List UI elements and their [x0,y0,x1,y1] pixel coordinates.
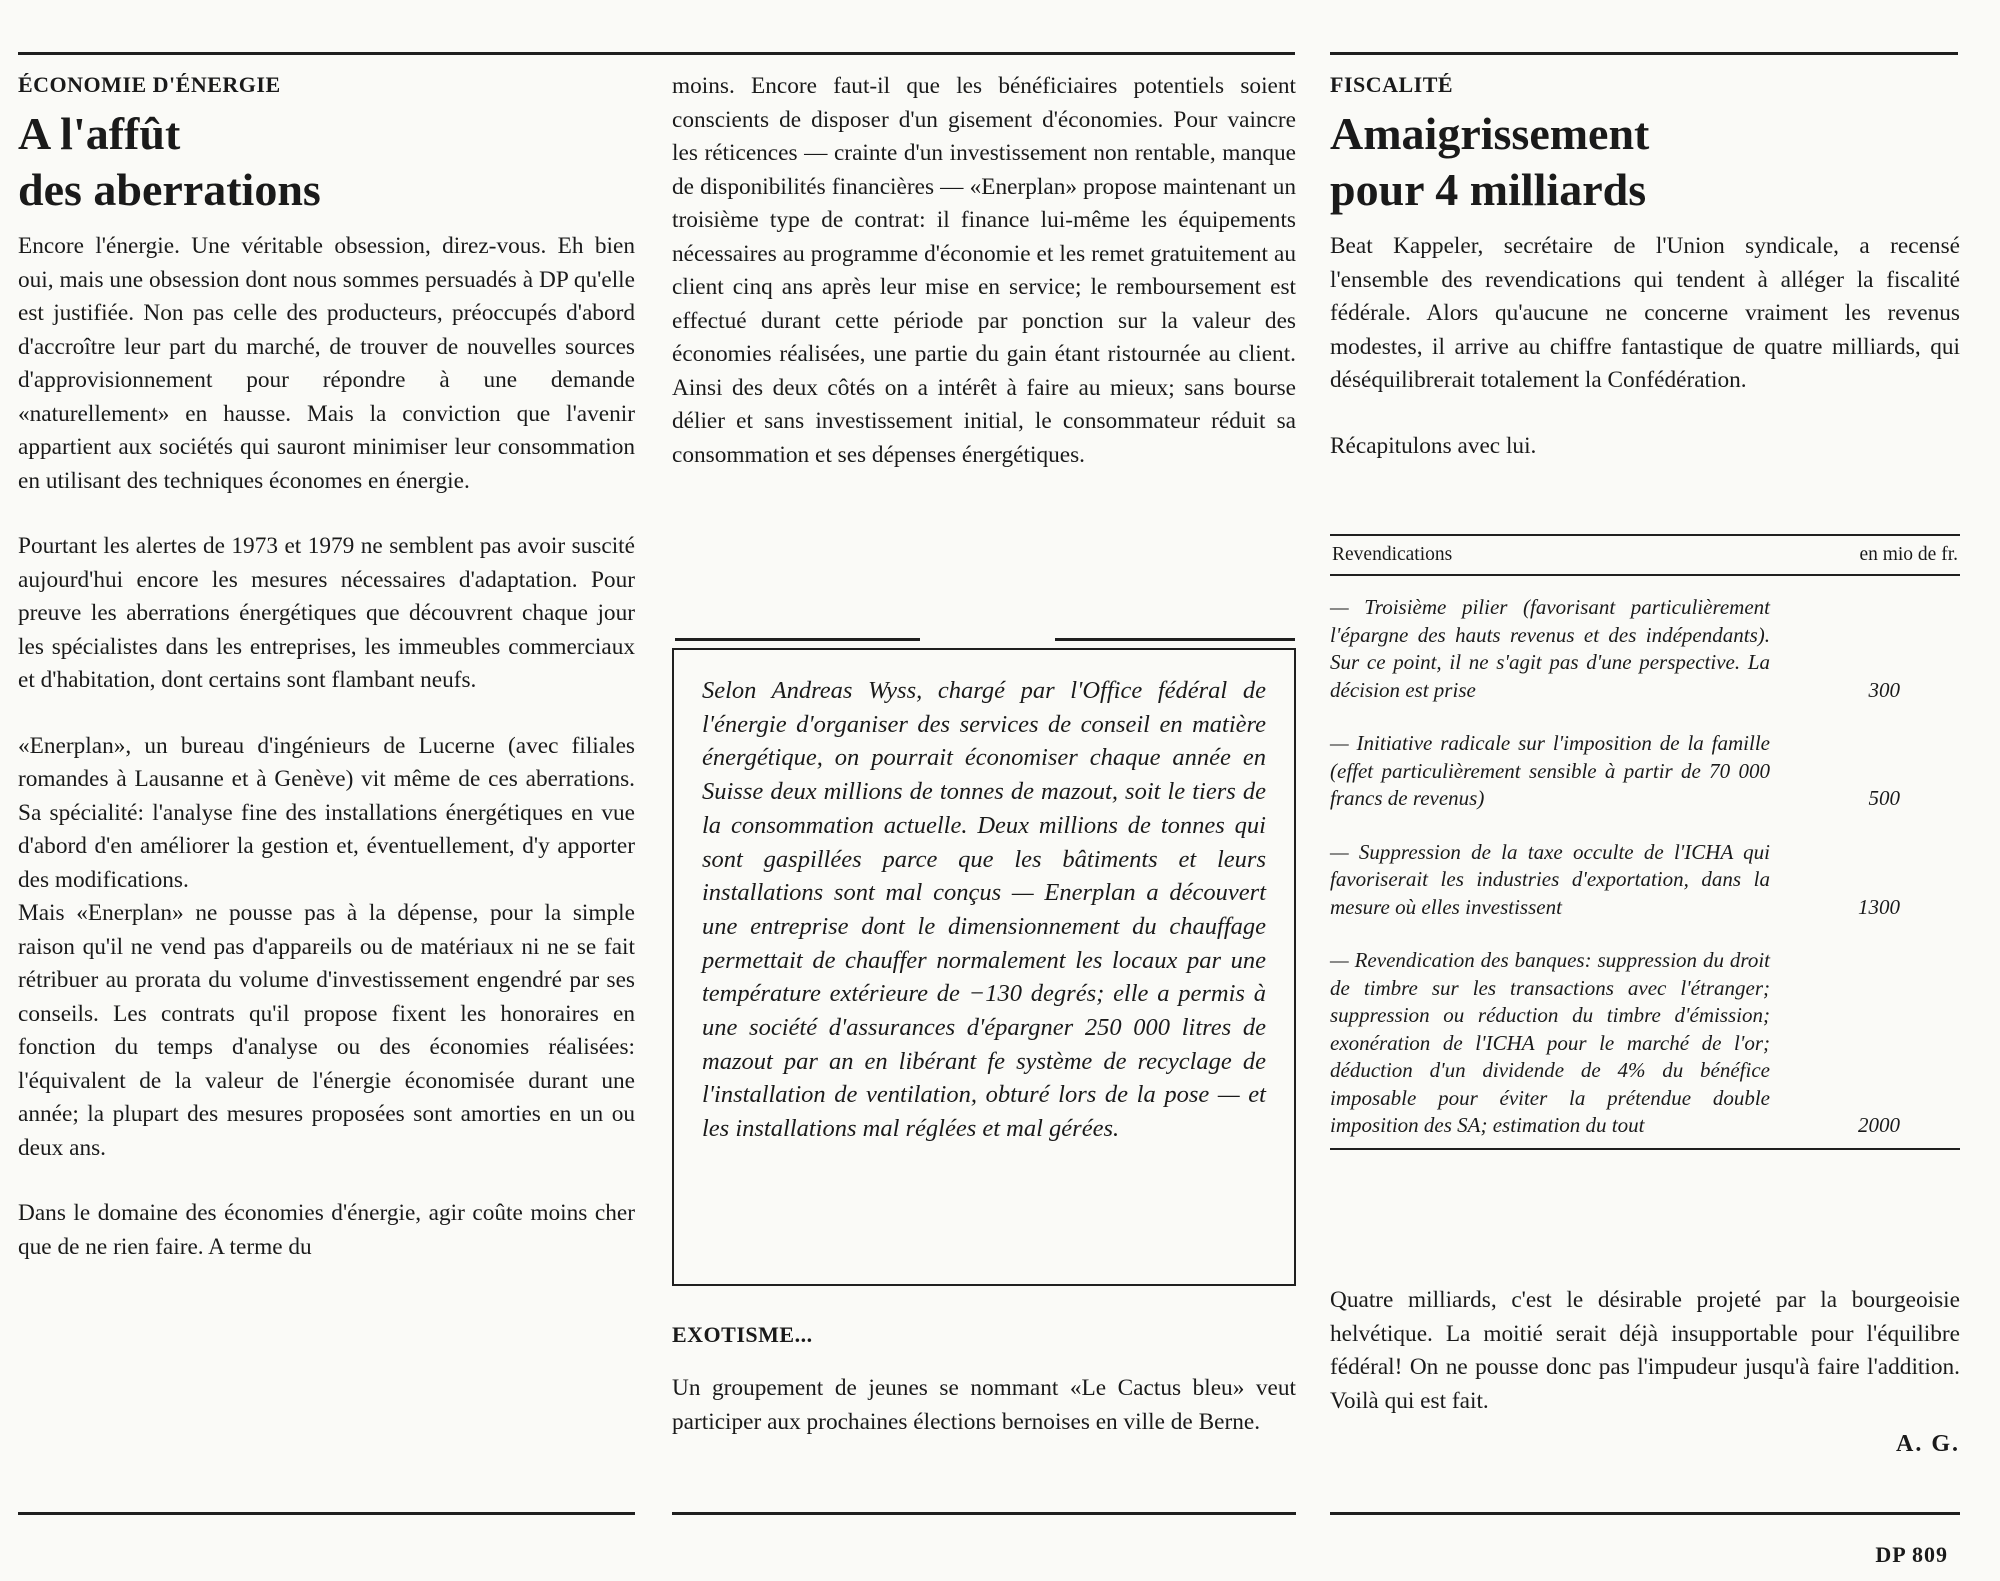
author-signature: A. G. [1896,1431,1960,1457]
title-line-2: pour 4 milliards [1330,164,1647,215]
paragraph: moins. Encore faut-il que les bénéficiaires potentiels soient conscients de disposer d'un gisement d'économies. Pour vaincre les réticences — crainte d'un investissement non rentable, manque de disponibilités financières — «Enerplan» propose maintenant un troisième type de contrat: il finance lui-même les équipements nécessaires au programme d'économie et les remet gratuitement au client cinq ans après leur mise en service; le remboursement est effectué durant cette période par ponction sur la valeur des économies réalisées, une partie du gain étant ristournée au client. Ainsi des deux côtés on a intérêt à faire au mieux; sans bourse délier et sans investissement initial, le consommateur réduit sa consommation et ses dépenses énergétiques. [672,73,1296,468]
exotisme-section [672,1320,1296,1439]
claim-amount: 1300 [1858,894,1900,919]
table-row [1330,594,1960,704]
column-3 [1330,70,1960,463]
top-rule-right [1330,52,1958,55]
bottom-rule-col2 [672,1512,1296,1515]
sidebar-text: Selon Andreas Wyss, chargé par l'Office fédéral de l'énergie d'organiser des services de conseil en matière énergétique, on pourrait économiser chaque année en Suisse deux millions de tonnes de mazout, soit le tiers de la consommation actuelle. Deux millions de tonnes qui sont gaspillées parce que les bâtiments et leurs installations sont mal conçus — Enerplan a découvert une entreprise dont le dimensionnement du chauffage permettait de chauffer normalement les locaux par une température extérieure de −130 degrés; elle a permis à une société d'assurances d'épargner 250 000 litres de mazout par an en libérant fe système de recyclage de l'installation de ventilation, obturé lors de la pose — et les installations mal réglées et mal gérées. [702,677,1266,1143]
claim-text: — Suppression de la taxe occulte de l'ICHA qui favoriserait les industries d'exportation, dans la mesure où elles investissent [1330,839,1770,919]
section-kicker: FISCALITÉ [1330,72,1454,97]
claim-text: — Revendication des banques: suppression du droit de timbre sur les transactions avec l'étranger; suppression ou réduction du timbre d'émission; exonération de l'ICHA pour le marché de l'or; déduction d'un dividende de 4% du bénéfice imposable pour éviter la prétendue double imposition des SA; estimation du tout [1330,948,1770,1137]
column-2 [672,70,1296,472]
column-header-claims: Revendications [1332,544,1453,565]
paragraph: Encore l'énergie. Une véritable obsession, direz-vous. Eh bien oui, mais une obsession dont nous sommes persuadés à DP qu'elle est justifiée. Non pas celle des producteurs, préoccupés d'abord d'accroître leur part du marché, de trouver de nouvelles sources d'approvisionnement pour répondre à une demande «naturellement» en hausse. Mais la conviction que l'avenir appartient aux sociétés qui sauront minimiser leur consommation en utilisant des techniques économes en énergie. [18,233,635,494]
claim-text: — Initiative radicale sur l'imposition de la famille (effet particulièrement sensible à partir de 70 000 francs de revenus) [1330,731,1770,810]
paragraph: Pourtant les alertes de 1973 et 1979 ne semblent pas avoir suscité aujourd'hui encore les mesures nécessaires d'adaptation. Pour preuve les aberrations énergétiques que découvrent chaque jour les spécialistes dans les entreprises, les immeubles commerciaux et d'habitation, dont certains sont flambant neufs. [18,533,635,693]
title-line-1: A l'affût [18,108,181,159]
table-row [1330,730,1960,813]
paragraph: Mais «Enerplan» ne pousse pas à la dépense, pour la simple raison qu'il ne vend pas d'appareils ou de matériaux ni ne se fait rétribuer au prorata du volume d'investissement engendré par ses conseils. Les contrats qu'il propose fixent les honoraires en fonction du temps d'analyse ou des économies réalisées: l'équivalent de la valeur de l'énergie économisée durant une année; la plupart des mesures proposées sont amorties en un ou deux ans. [18,900,635,1161]
claim-amount: 2000 [1858,1113,1900,1137]
column-3-conclusion [1330,1284,1960,1462]
table-row [1330,839,1960,922]
paragraph: Dans le domaine des économies d'énergie, agir coûte moins cher que de ne rien faire. A terme du [18,1200,635,1260]
bottom-rule-col3 [1330,1512,1960,1515]
bottom-rule-col1 [18,1512,635,1515]
claim-amount: 300 [1868,677,1900,702]
section-kicker: ÉCONOMIE D'ÉNERGIE [18,72,281,97]
column-header-amount: en mio de fr. [1859,544,1958,565]
paragraph: «Enerplan», un bureau d'ingénieurs de Lucerne (avec filiales romandes à Lausanne et à Genève) vit même de ces aberrations. Sa spécialité: l'analyse fine des installations énergétiques en vue d'abord d'en améliorer la gestion et, éventuellement, d'y apporter des modifications. [18,732,635,893]
top-rule-left [18,52,1295,55]
table-header [1330,534,1960,576]
paragraph: Un groupement de jeunes se nommant «Le Cactus bleu» veut participer aux prochaines élections bernoises en ville de Berne. [672,1375,1296,1435]
page-number: DP 809 [1875,1542,1948,1567]
claim-amount: 500 [1868,786,1900,810]
table-row [1330,947,1960,1140]
title-line-1: Amaigrissement [1330,108,1650,159]
column-1 [18,70,635,1264]
box-rule-right [1055,638,1295,641]
table-bottom-rule [1330,1148,1960,1150]
title-line-2: des aberrations [18,164,321,215]
paragraph: Beat Kappeler, secrétaire de l'Union syndicale, a recensé l'ensemble des revendications qui tendent à alléger la fiscalité fédérale. Alors qu'aucune ne concerne vraiment les revenus modestes, il arrive au chiffre fantastique de quatre milliards, qui déséquilibrerait totalement la Confédération. [1330,233,1960,393]
paragraph: Quatre milliards, c'est le désirable projeté par la bourgeoisie helvétique. La moitié serait déjà insupportable pour l'équilibre fédéral! On ne pousse donc pas l'impudeur jusqu'à faire l'addition. Voilà qui est fait. [1330,1287,1960,1414]
section-kicker-2: EXOTISME... [672,1322,813,1347]
box-rule-left [675,638,920,641]
claim-text: — Troisième pilier (favorisant particulièrement l'épargne des hauts revenus et des indépendants). Sur ce point, il ne s'agit pas d'une perspective. La décision est prise [1330,595,1770,702]
article-title [18,106,635,218]
sidebar-box [672,648,1296,1286]
article-title [1330,106,1960,218]
claims-table [1330,534,1960,1150]
paragraph: Récapitulons avec lui. [1330,432,1537,459]
